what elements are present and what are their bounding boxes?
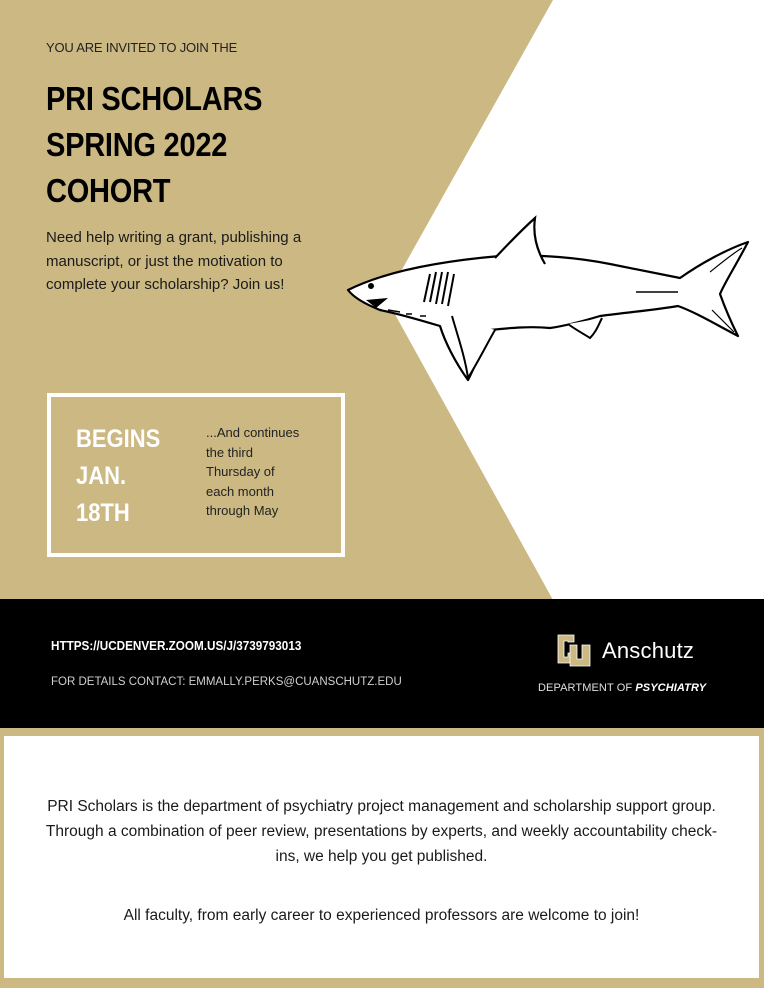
department-label	[538, 682, 706, 694]
description-frame	[0, 728, 764, 988]
title-line: PRI SCHOLARS	[46, 80, 263, 117]
info-band	[0, 599, 764, 728]
begins-date	[76, 421, 160, 532]
schedule-line: each month	[206, 483, 274, 499]
begins-line: 18TH	[76, 499, 130, 527]
invite-eyebrow: YOU ARE INVITED TO JOIN THE	[46, 40, 238, 55]
dept-prefix: DEPARTMENT OF	[538, 682, 633, 694]
welcome-paragraph: All faculty, from early career to experienced professors are welcome to join!	[123, 907, 640, 924]
schedule-line: Thursday of	[206, 464, 275, 479]
page-title	[46, 76, 328, 214]
title-line: COHORT	[46, 172, 171, 209]
schedule-line: ...And continues	[206, 425, 300, 440]
contact-text: FOR DETAILS CONTACT: EMMALLY.PERKS@CUANSCHUTZ.EDU	[51, 676, 402, 688]
title-line: SPRING 2022	[46, 126, 228, 163]
begins-line: BEGINS	[76, 425, 161, 453]
intro-text: Need help writing a grant, publishing a manuscript, or just the motivation to complete your scholarship? Join us!	[46, 229, 302, 293]
schedule-note	[206, 423, 336, 521]
description-box	[4, 736, 759, 978]
shark-icon	[340, 212, 754, 382]
zoom-link[interactable]: HTTPS://UCDENVER.ZOOM.US/J/3739793013	[51, 638, 302, 653]
dept-name: PSYCHIATRY	[635, 682, 707, 694]
description-paragraph: PRI Scholars is the department of psychiatry project management and scholarship support group. Through a combination of peer review, presentations by experts, and weekly accountability check-ins, we help you get published.	[45, 798, 718, 865]
anschutz-wordmark: Anschutz	[602, 638, 695, 663]
schedule-line: the third	[206, 444, 253, 460]
schedule-line: through May	[206, 503, 279, 518]
begins-line: JAN.	[76, 462, 127, 490]
cu-logo-icon	[556, 633, 592, 667]
anschutz-logo	[556, 633, 736, 669]
start-date-box	[47, 393, 345, 557]
